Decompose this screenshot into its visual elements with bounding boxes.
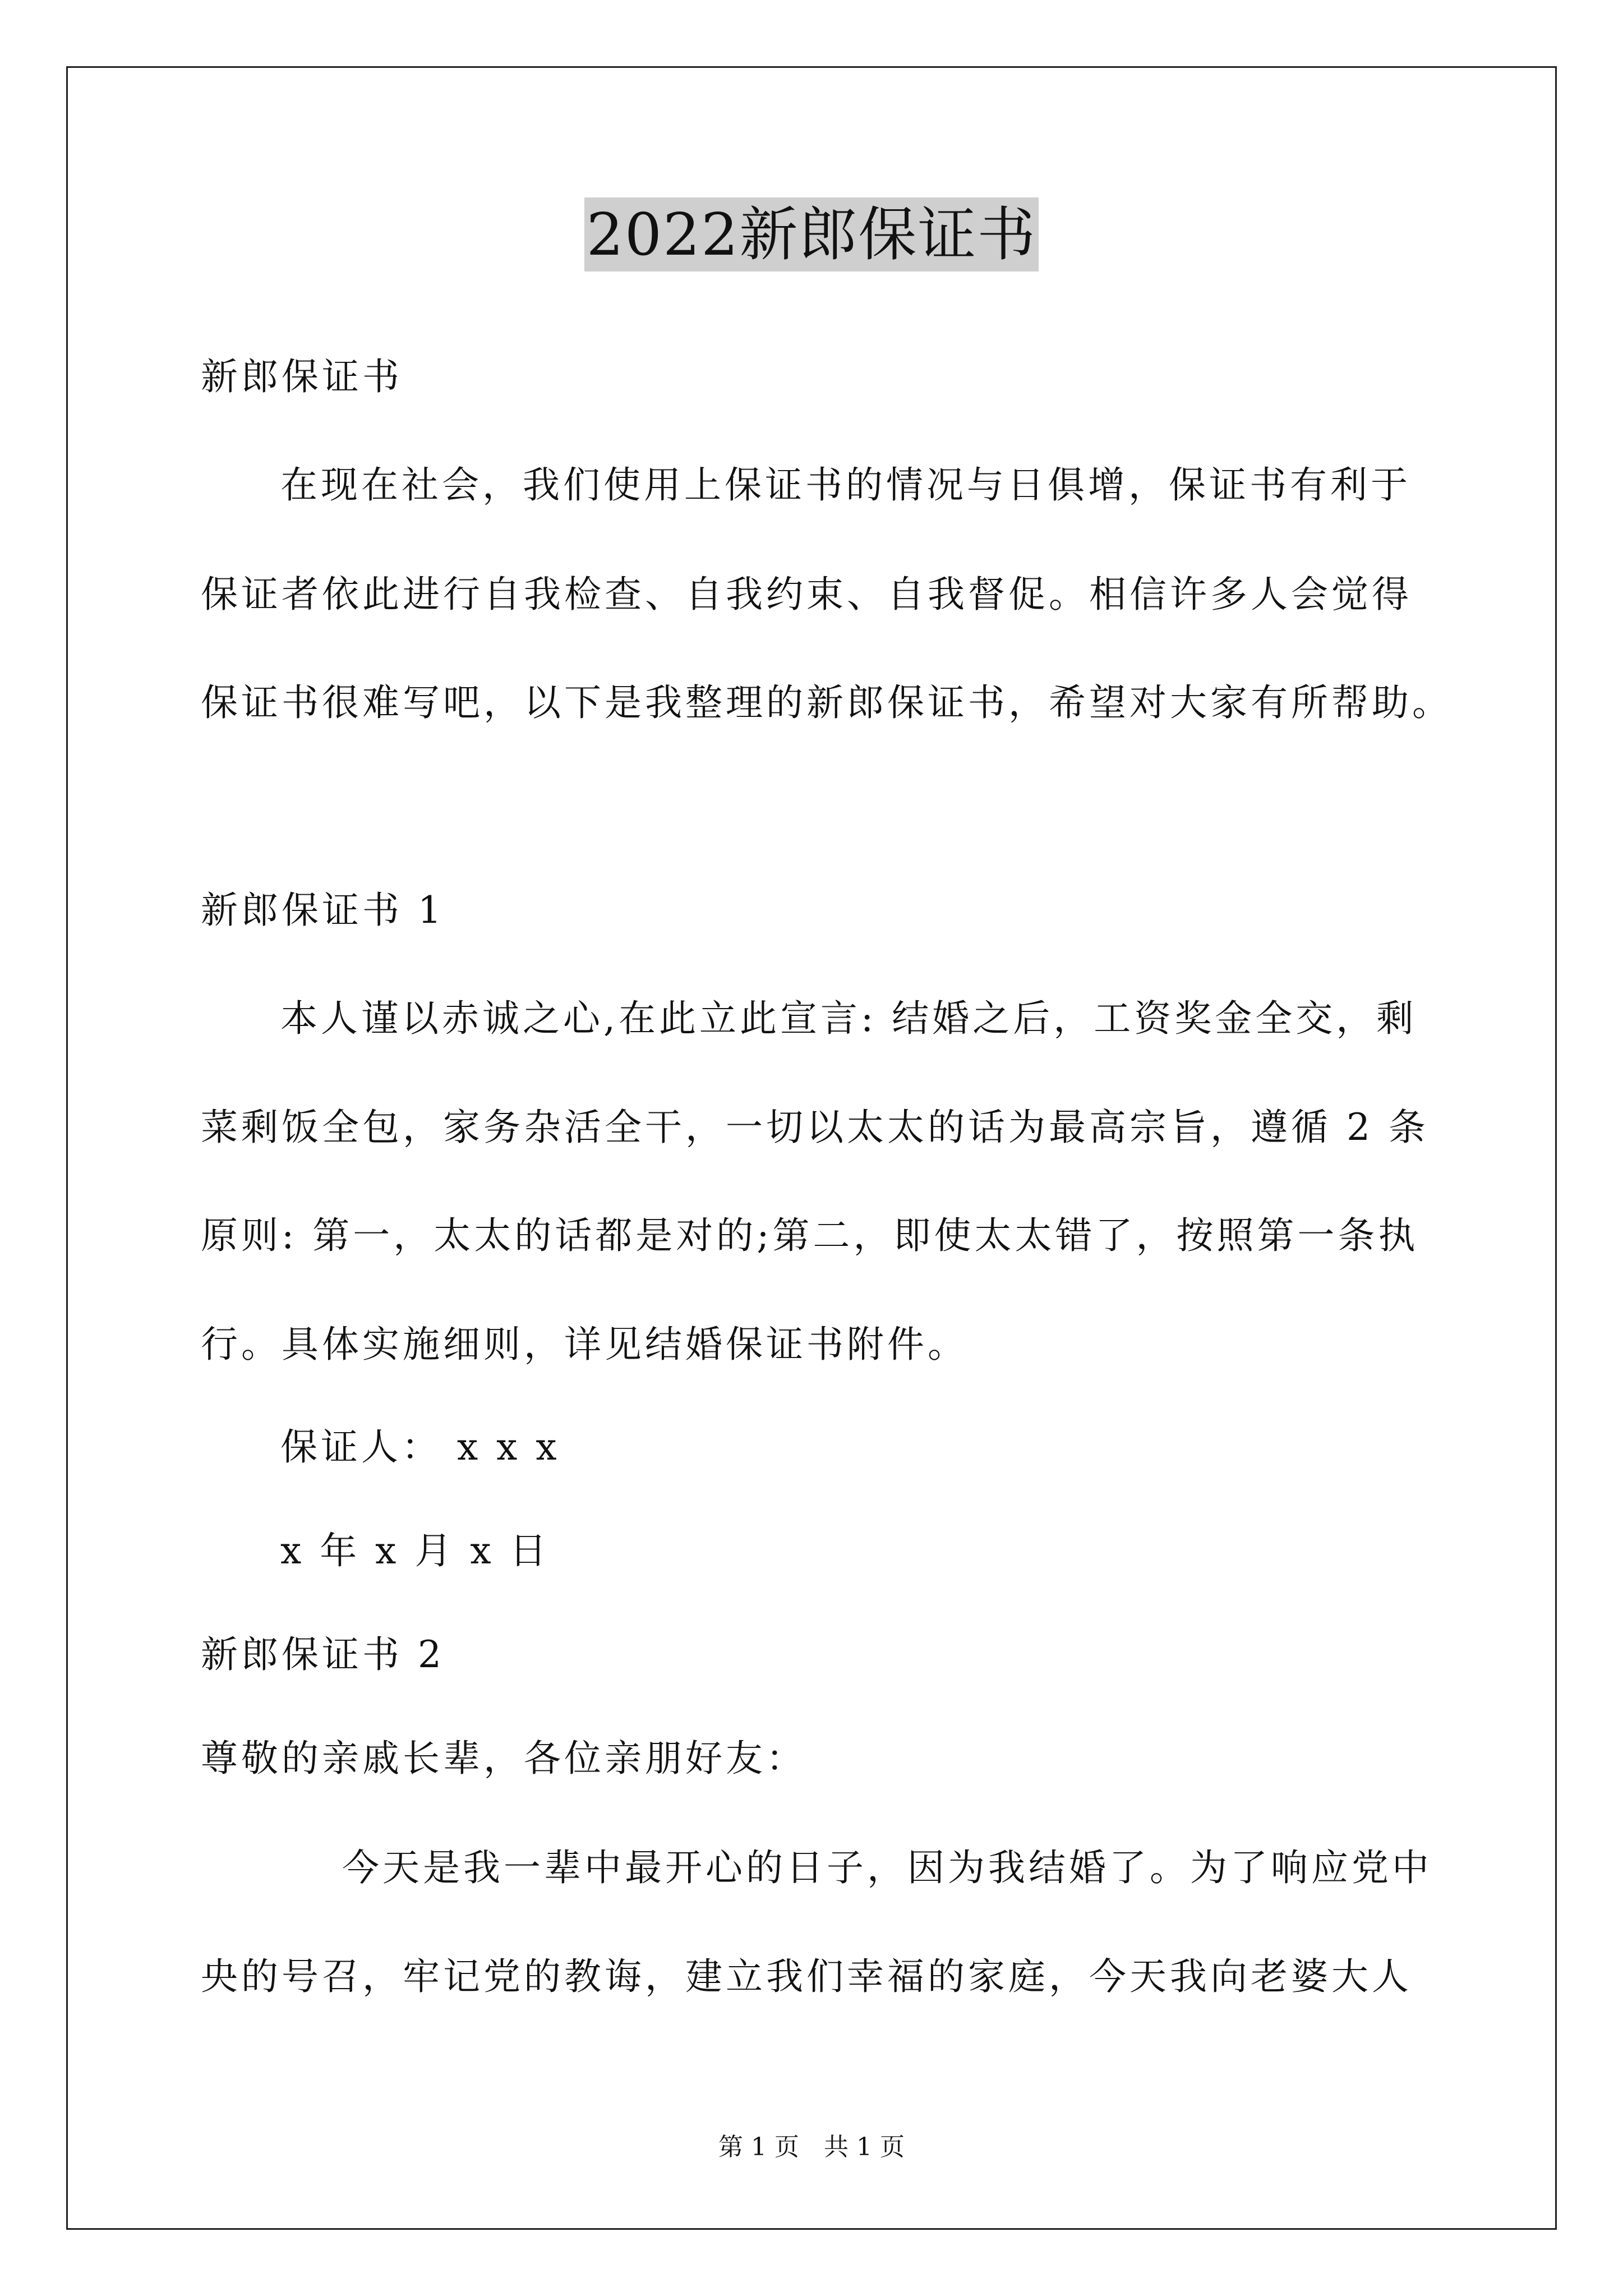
guarantor-line: 保证人： x x x [280, 1425, 560, 1469]
paragraph-line: 保证书很难写吧，以下是我整理的新郎保证书，希望对大家有所帮助。 [201, 681, 1453, 724]
document-title: 2022新郎保证书 [584, 197, 1039, 272]
paragraph-line: 今天是我一辈中最开心的日子，因为我结婚了。为了响应党中 [342, 1846, 1432, 1889]
section-heading-2: 新郎保证书 2 [201, 1633, 445, 1676]
section-heading-intro: 新郎保证书 [201, 355, 403, 398]
title-container [0, 197, 1623, 272]
paragraph-line: 菜剩饭全包，家务杂活全干，一切以太太的话为最高宗旨，遵循 2 条 [201, 1106, 1429, 1149]
paragraph-line: 原则: 第一，太太的话都是对的;第二，即使太太错了，按照第一条执 [201, 1214, 1419, 1257]
paragraph-line: 本人谨以赤诚之心,在此立此宣言: 结婚之后，工资奖金全交，剩 [280, 997, 1417, 1040]
page-footer: 第 1 页 共 1 页 [718, 2133, 905, 2161]
paragraph-line: 行。具体实施细则，详见结婚保证书附件。 [201, 1323, 968, 1366]
date-line: x 年 x 月 x 日 [280, 1529, 550, 1572]
paragraph-line: 在现在社会，我们使用上保证书的情况与日俱增，保证书有利于 [280, 463, 1411, 507]
section-heading-1: 新郎保证书 1 [201, 889, 445, 932]
paragraph-line: 央的号召，牢记党的教诲，建立我们幸福的家庭，今天我向老婆大人 [201, 1955, 1412, 1998]
salutation-line: 尊敬的亲戚长辈，各位亲朋好友： [201, 1737, 806, 1780]
paragraph-line: 保证者依此进行自我检查、自我约束、自我督促。相信许多人会觉得 [201, 573, 1412, 616]
